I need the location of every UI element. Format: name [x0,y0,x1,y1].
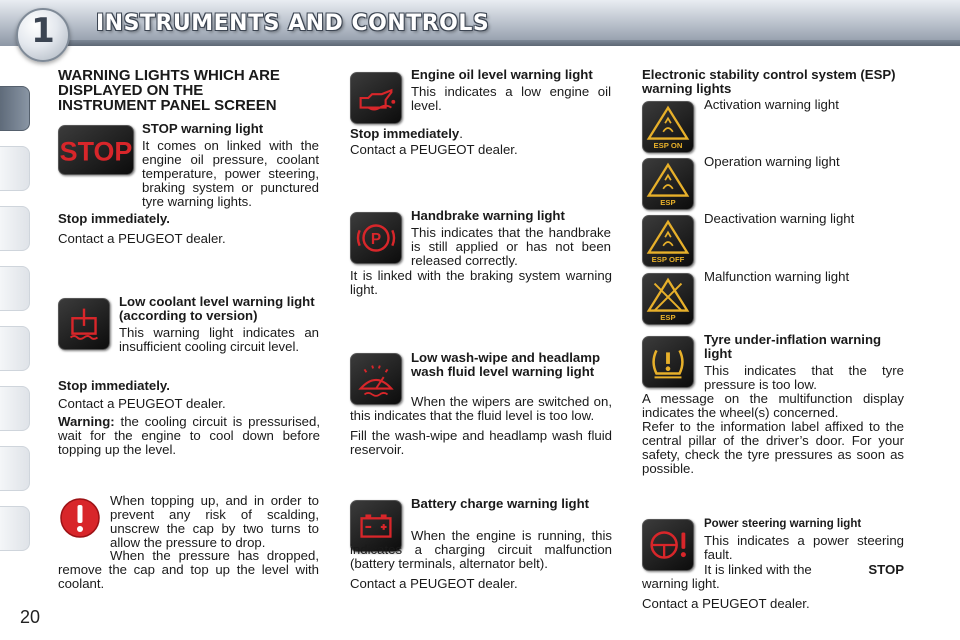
tyre-heading: Tyre under-inflation warning light [704,332,882,361]
stop-icon [58,125,134,175]
chapter-tabs [0,68,34,578]
stop-contact: Contact a PEUGEOT dealer. [58,231,226,246]
washer-heading: Low wash-wipe and headlamp wash fluid level warning light [411,350,601,379]
oil-heading: Engine oil level warning light [411,67,593,82]
oil-contact: Contact a PEUGEOT dealer. [350,142,518,157]
stop-action-block [58,212,320,246]
chapter-number: 1 [31,11,55,51]
battery-text-block [350,529,612,591]
tyre-text-2: A message on the multifunction display indicates the wheel(s) concerned. [642,391,904,420]
esp-activation-label: Activation warning light [704,97,839,112]
washer-text-full [350,395,612,457]
oil-text: This indicates a low engine oil level. [411,84,611,113]
coolant-action-block [58,379,320,457]
esp-heading: Electronic stability control system (ESP) warning lights [642,67,896,96]
chapter-title: INSTRUMENTS AND CONTROLS [96,11,490,36]
esp-deactivation [704,212,904,226]
caution-block [110,494,319,550]
battery-contact: Contact a PEUGEOT dealer. [350,576,518,591]
stop-heading: STOP warning light [142,121,264,136]
chapter-tab-active[interactable] [0,86,30,131]
handbrake-text-2: It is linked with the braking system warning light. [350,268,612,297]
svg-text:ESP: ESP [660,313,676,323]
coolant-contact: Contact a PEUGEOT dealer. [58,396,226,411]
svg-text:ESP: ESP [660,198,676,208]
caution-text-2: When the pressure has dropped, remove the cap and top up the level with coolant. [58,548,319,591]
esp-deactivation-label: Deactivation warning light [704,211,855,226]
handbrake-block [411,209,611,268]
oil-action-block: Stop immediately. Contact a PEUGEOT dealer. [350,127,612,157]
oil-can-icon [350,72,402,124]
handbrake-block-2 [350,269,612,297]
chapter-tab[interactable] [0,506,30,551]
coolant-text: This warning light indicates an insufficient cooling circuit level. [119,325,319,354]
section-title: WARNING LIGHTS WHICH ARE DISPLAYED ON THE INSTRUMENT PANEL SCREEN [58,67,280,114]
tyre-pressure-icon [642,336,694,388]
tyre-text-3: Refer to the information label affixed to the central pillar of the driver’s door. For your safety, check the tyre pressures as soon as possible. [642,419,904,476]
steering-text-block [642,563,904,611]
washer-text-2: Fill the wash-wipe and headlamp wash fluid reservoir. [350,428,612,457]
chapter-tab[interactable] [0,146,30,191]
esp-fault-icon [642,273,694,325]
page-number: 20 [20,607,41,627]
chapter-tab[interactable] [0,386,30,431]
chapter-tab[interactable] [0,266,30,311]
steering-heading: Power steering warning light [704,518,862,530]
esp-heading-block [642,68,904,99]
handbrake-icon [350,212,402,264]
steering-block [704,517,904,562]
svg-text:STOP: STOP [59,136,133,167]
handbrake-heading: Handbrake warning light [411,208,565,223]
steering-text-2-bold: STOP [868,562,904,577]
washer-text-main: When the wipers are switched on, this indicates that the fluid level is too low. [350,394,612,423]
esp-activation [704,98,904,112]
svg-text:P: P [370,230,382,248]
caution-block-2 [58,549,319,591]
tyre-block [704,333,904,392]
coolant-block [119,295,319,354]
esp-operation [704,155,904,169]
steering-contact: Contact a PEUGEOT dealer. [642,596,810,611]
esp-on-icon [642,101,694,153]
svg-text:ESP OFF: ESP OFF [651,255,685,265]
esp-malfunction [704,270,904,284]
steering-text: This indicates a power steering fault. [704,533,904,562]
oil-block [411,68,611,113]
tyre-text-block [642,392,904,476]
handbrake-text: This indicates that the handbrake is still applied or has not been released correctly. [411,225,611,268]
coolant-warning: Warning: the cooling circuit is pressurised, wait for the engine to cool down before topping up the level. [58,414,320,457]
esp-icon [642,158,694,210]
battery-text: When the engine is running, this indicates a charging circuit malfunction (battery terminals, alternator belt). [350,528,612,571]
steering-text-2-post: warning light. [642,576,720,591]
stop-action: Stop immediately. [58,211,170,226]
exclamation-icon [58,496,102,540]
steering-text-2-pre: It is linked with the [704,562,812,577]
coolant-icon [58,298,110,350]
chapter-tab[interactable] [0,206,30,251]
stop-warning-block [142,122,319,209]
battery-heading: Battery charge warning light [411,496,590,511]
chapter-tab[interactable] [0,446,30,491]
esp-off-icon [642,215,694,267]
coolant-action: Stop immediately. [58,378,170,393]
svg-text:ESP ON: ESP ON [653,141,683,151]
washer-block [411,351,611,382]
esp-operation-label: Operation warning light [704,154,840,169]
oil-action: Stop immediately [350,126,460,141]
esp-malfunction-label: Malfunction warning light [704,269,850,284]
chapter-tab[interactable] [0,326,30,371]
stop-text: It comes on linked with the engine oil pressure, coolant temperature, power steering, braking system or punctured tyre warning lights. [142,138,319,209]
coolant-heading: Low coolant level warning light (according to version) [119,294,315,323]
caution-text-1: When topping up, and in order to prevent any risk of scalding, unscrew the cap by two turns to allow the pressure to drop. [110,493,319,550]
battery-block [411,497,611,514]
tyre-text: This indicates that the tyre pressure is too low. [704,363,904,392]
